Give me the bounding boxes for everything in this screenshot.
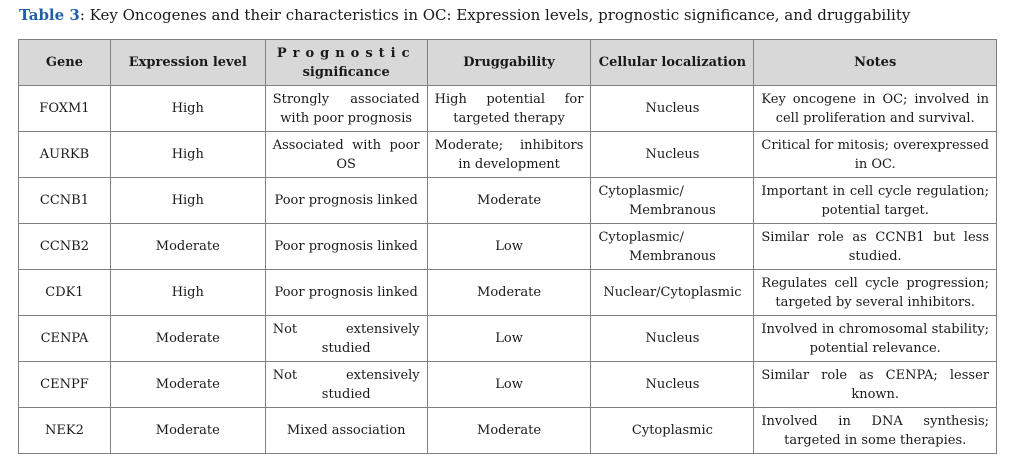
table-caption-label: Table 3 [19,6,80,24]
cell-gene: CCNB2 [19,224,111,270]
cell-expression: Moderate [110,224,265,270]
cell-druggability: High potential for targeted therapy [427,86,591,132]
cell-notes: Similar role as CENPA; lesser known. [754,362,997,408]
cell-localization: Cytoplasmic [591,408,754,454]
header-notes: Notes [754,40,997,86]
header-prognostic-line2: significance [302,64,390,80]
cell-notes: Important in cell cycle regulation; potential target. [754,178,997,224]
cell-notes: Critical for mitosis; overexpressed in OC. [754,132,997,178]
cell-druggability: Low [427,224,591,270]
cell-gene: NEK2 [19,408,111,454]
cell-expression: High [110,132,265,178]
cell-prognostic: Strongly associated with poor prognosis [265,86,427,132]
cell-druggability: Moderate [427,270,591,316]
table-row [19,270,997,316]
table-row [19,178,997,224]
cell-localization: Nucleus [591,86,754,132]
cell-gene: CDK1 [19,270,111,316]
header-gene: Gene [19,40,111,86]
cell-notes: Similar role as CCNB1 but less studied. [754,224,997,270]
header-expression-level: Expression level [110,40,265,86]
header-prognostic-significance [265,40,427,86]
table-caption [19,5,910,25]
cell-expression: Moderate [110,362,265,408]
cell-prognostic: Poor prognosis linked [265,224,427,270]
cell-expression: High [110,86,265,132]
cell-gene: CENPF [19,362,111,408]
cell-gene: FOXM1 [19,86,111,132]
cell-expression: High [110,270,265,316]
cell-notes: Regulates cell cycle progression; targeted by several inhibitors. [754,270,997,316]
cell-localization: Nucleus [591,132,754,178]
table-header-row [19,40,997,86]
table-row [19,408,997,454]
cell-druggability: Low [427,362,591,408]
cell-notes: Key oncogene in OC; involved in cell proliferation and survival. [754,86,997,132]
cell-druggability: Moderate [427,178,591,224]
cell-prognostic: Not extensively studied [265,362,427,408]
cell-localization: Nucleus [591,362,754,408]
cell-gene: CENPA [19,316,111,362]
table-row [19,316,997,362]
cell-localization: Cytoplasmic/ Membranous [591,224,754,270]
table-row [19,224,997,270]
table-row [19,86,997,132]
header-druggability: Druggability [427,40,591,86]
cell-localization: Cytoplasmic/ Membranous [591,178,754,224]
cell-expression: Moderate [110,316,265,362]
cell-prognostic: Mixed association [265,408,427,454]
table-row [19,132,997,178]
cell-notes: Involved in chromosomal stability; potential relevance. [754,316,997,362]
cell-prognostic: Poor prognosis linked [265,178,427,224]
cell-expression: High [110,178,265,224]
cell-localization: Nucleus [591,316,754,362]
cell-prognostic: Associated with poor OS [265,132,427,178]
header-cellular-localization: Cellular localization [591,40,754,86]
cell-prognostic: Poor prognosis linked [265,270,427,316]
cell-druggability: Moderate [427,408,591,454]
cell-notes: Involved in DNA synthesis; targeted in some therapies. [754,408,997,454]
oncogenes-table [18,39,997,454]
cell-druggability: Low [427,316,591,362]
cell-gene: AURKB [19,132,111,178]
cell-druggability: Moderate; inhibitors in development [427,132,591,178]
header-prognostic-line1: Prognostic [276,45,416,61]
table-row [19,362,997,408]
cell-localization: Nuclear/Cytoplasmic [591,270,754,316]
cell-prognostic: Not extensively studied [265,316,427,362]
cell-gene: CCNB1 [19,178,111,224]
table-caption-text: : Key Oncogenes and their characteristics in OC: Expression levels, prognostic significance, and druggability [79,6,911,24]
cell-expression: Moderate [110,408,265,454]
